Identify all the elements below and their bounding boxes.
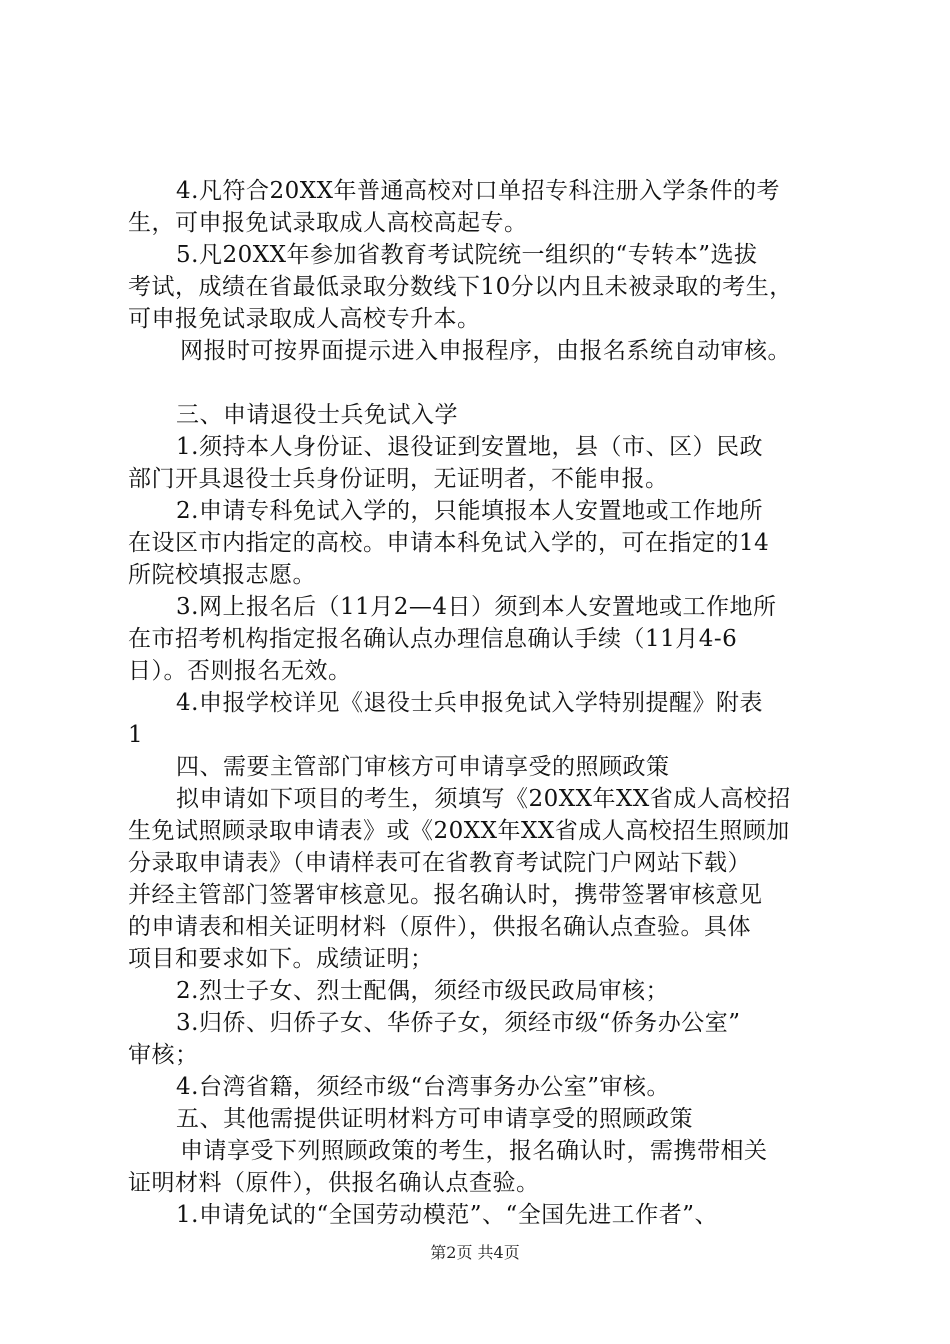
paragraph-line: 生免试照顾录取申请表》或《20XX年XX省成人高校招生照顾加 [128,818,790,844]
paragraph-line: 1.申请免试的“全国劳动模范”、“全国先进工作者”、 [176,1202,718,1228]
paragraph-line: 3.网上报名后（11月2—4日）须到本人安置地或工作地所 [176,594,777,620]
paragraph-line: 拟申请如下项目的考生，须填写《20XX年XX省成人高校招 [176,786,791,812]
paragraph-line: 4.凡符合20XX年普通高校对口单招专科注册入学条件的考 [176,178,780,204]
paragraph-line: 3.归侨、归侨子女、华侨子女，须经市级“侨务办公室” [176,1010,741,1036]
section-heading: 四、需要主管部门审核方可申请享受的照顾政策 [176,754,670,780]
paragraph-line: 4.申报学校详见《退役士兵申报免试入学特别提醒》附表 [176,690,763,716]
paragraph-line: 日）。否则报名无效。 [128,658,352,684]
paragraph-line: 部门开具退役士兵身份证明，无证明者，不能申报。 [128,466,669,492]
paragraph-line: 4.台湾省籍，须经市级“台湾事务办公室”审核。 [176,1074,670,1100]
paragraph-line: 审核； [128,1042,199,1068]
paragraph-line: 的申请表和相关证明材料（原件），供报名确认点查验。具体 [128,914,751,940]
paragraph-gap [128,367,838,399]
paragraph-line: 2.烈士子女、烈士配偶，须经市级民政局审核； [176,978,669,1004]
paragraph-line: 分录取申请表》（申请样表可在省教育考试院门户网站下载） [128,850,751,876]
paragraph-line: 2.申请专科免试入学的，只能填报本人安置地或工作地所 [176,498,763,524]
paragraph-line: 项目和要求如下。成绩证明； [128,946,434,972]
paragraph-line: 并经主管部门签署审核意见。报名确认时，携带签署审核意见 [128,882,763,908]
paragraph-line: 可申报免试录取成人高校专升本。 [128,306,481,332]
paragraph-line: 在市招考机构指定报名确认点办理信息确认手续（11月4-6 [128,626,738,652]
page-number-footer: 第2页 共4页 [430,1243,520,1262]
paragraph-line: 生，可申报免试录取成人高校高起专。 [128,210,528,236]
section-heading: 五、其他需提供证明材料方可申请享受的照顾政策 [176,1106,693,1132]
paragraph-line: 在设区市内指定的高校。申请本科免试入学的，可在指定的14 [128,530,770,556]
paragraph-line: 所院校填报志愿。 [128,562,316,588]
paragraph-line: 证明材料（原件），供报名确认点查验。 [128,1170,540,1196]
paragraph-line: 考试，成绩在省最低录取分数线下10分以内且未被录取的考生， [128,274,793,300]
document-body [128,175,838,1231]
section-heading: 三、申请退役士兵免试入学 [176,402,458,428]
paragraph-line: 1.须持本人身份证、退役证到安置地，县（市、区）民政 [176,434,763,460]
paragraph-line: 5.凡20XX年参加省教育考试院统一组织的“专转本”选拔 [176,242,758,268]
paragraph-line: 1 [128,722,144,748]
paragraph-line: 申请享受下列照顾政策的考生，报名确认时，需携带相关 [180,1138,768,1164]
paragraph-line: 网报时可按界面提示进入申报程序，由报名系统自动审核。 [180,338,791,364]
